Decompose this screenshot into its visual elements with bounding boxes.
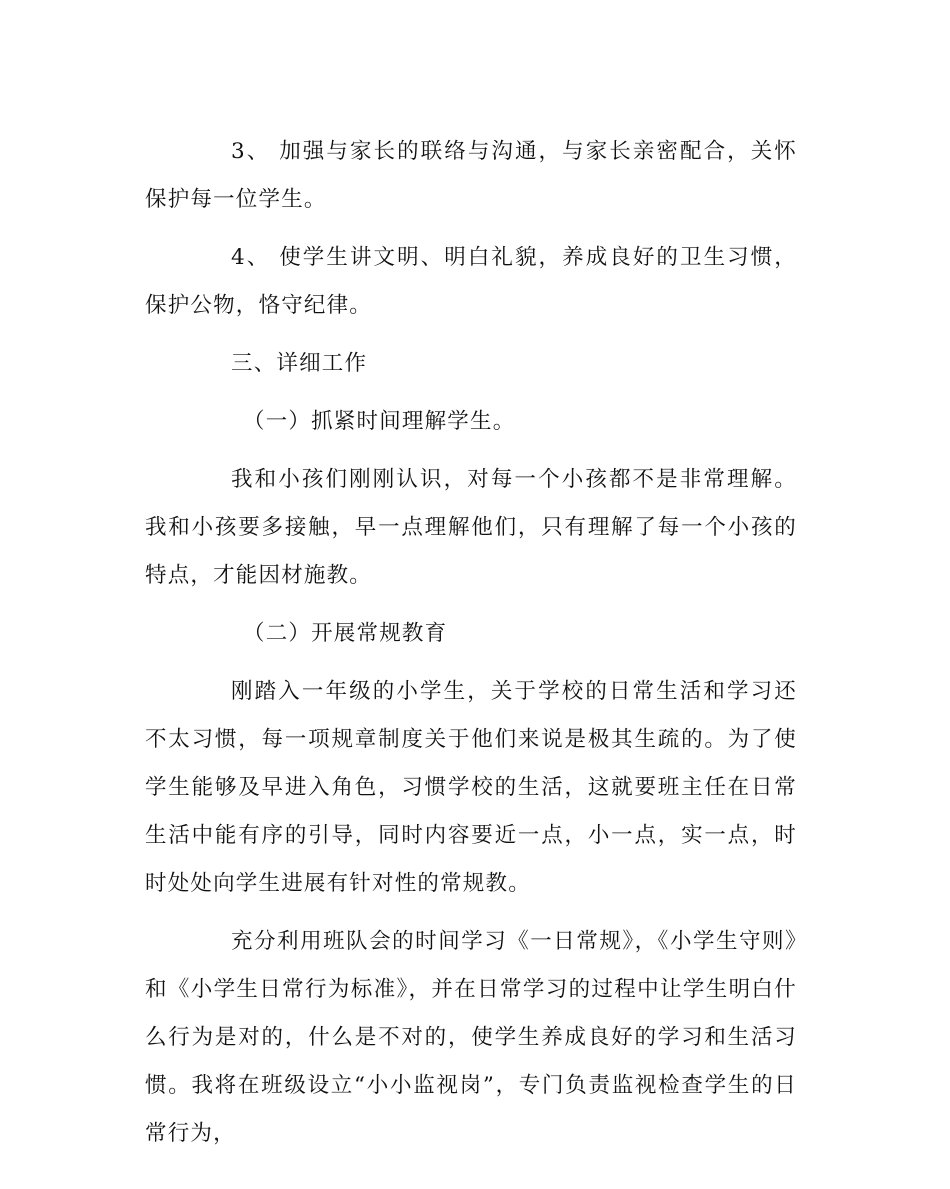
section-heading: 三、详细工作 [231,351,368,376]
paragraph-body: 我和小孩们刚刚认识，对每一个小孩都不是非常理解。我和小孩要多接触，早一点理解他们，只有理解了每一个小孩的特点，才能因材施教。 [145,467,797,588]
document-body [145,128,797,1168]
paragraph-body: 充分利用班队会的时间学习《一日常规》，《小学生守则》和《小学生日常行为标准》，并在日常学习的过程中让学生明白什么行为是对的，什么是不对的，使学生养成良好的学习和生活习惯。我将在班级设立“小小监视岗”，专门负责监视检查学生的日常行为， [145,929,797,1146]
subsection-heading-1: （一）抓紧时间理解学生。 [243,409,516,434]
paragraph-item-4: 4、 使学生讲文明、明白礼貌，养成良好的卫生习惯，保护公物，恪守纪律。 [145,245,797,318]
subsection-heading-2: （二）开展常规教育 [243,621,448,646]
paragraph-body: 刚踏入一年级的小学生，关于学校的日常生活和学习还不太习惯，每一项规章制度关于他们来说是极其生疏的。为了使学生能够及早进入角色，习惯学校的生活，这就要班主任在日常生活中能有序的引导，同时内容要近一点，小一点，实一点，时时处处向学生进展有针对性的常规教。 [145,679,797,896]
paragraph-item-3: 3、 加强与家长的联络与沟通，与家长亲密配合，关怀保护每一位学生。 [145,139,797,212]
